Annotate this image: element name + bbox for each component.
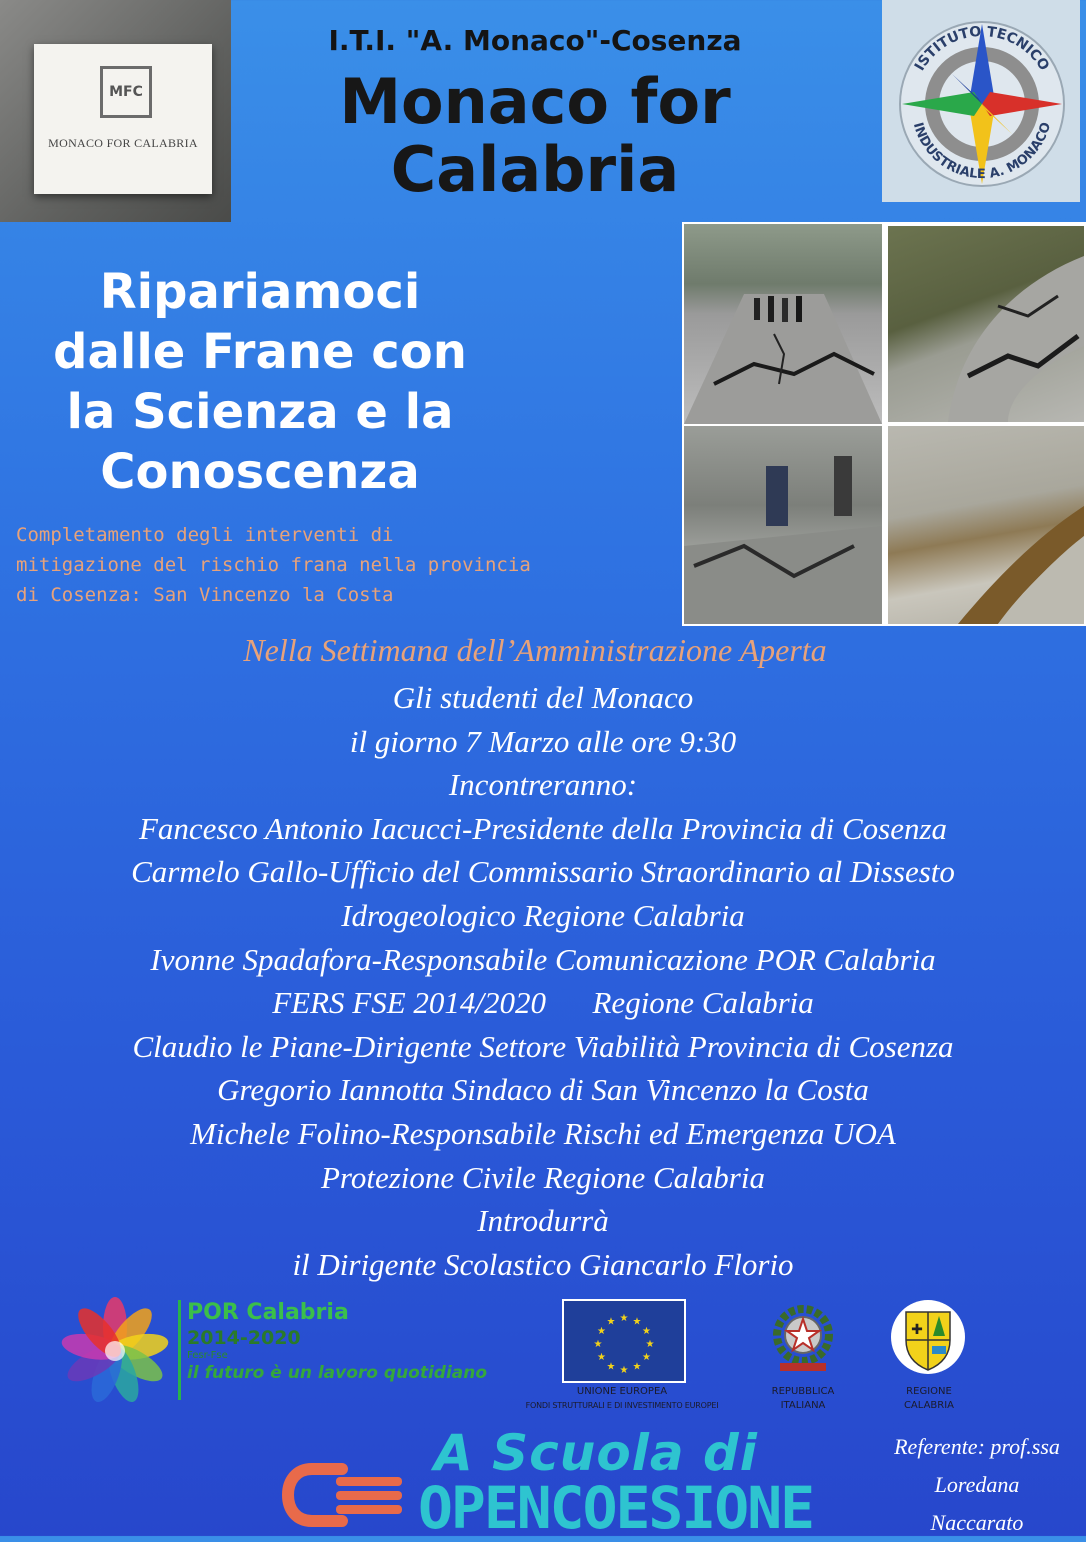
event-line: Protezione Civile Regione Calabria xyxy=(321,1159,765,1195)
svg-text:★: ★ xyxy=(632,1316,642,1328)
landslide-photo-asphalt-fracture xyxy=(888,426,1084,624)
mfc-sign-text: MONACO FOR CALABRIA xyxy=(48,136,198,150)
italy-label-line1: REPUBBLICA xyxy=(771,1386,835,1397)
svg-text:★: ★ xyxy=(593,1339,603,1350)
subtitle-line: mitigazione del rischio frana nella provincia xyxy=(16,554,531,576)
mfc-sign-photo xyxy=(0,0,231,222)
event-line: Gregorio Iannotta Sindaco di San Vincenzo la Costa xyxy=(217,1072,869,1108)
mfc-monogram: MFC xyxy=(100,66,152,118)
referente xyxy=(872,1428,1082,1542)
svg-text:★: ★ xyxy=(642,1326,651,1337)
compass-rose-icon xyxy=(882,0,1080,202)
svg-text:★: ★ xyxy=(597,1352,606,1363)
svg-text:★: ★ xyxy=(606,1361,616,1373)
school-name: I.T.I. "A. Monaco"-Cosenza xyxy=(328,24,742,57)
eu-label xyxy=(500,1385,744,1413)
eu-label-sub: FONDI STRUTTURALI E DI INVESTIMENTO EUROPEI xyxy=(525,1401,719,1410)
por-fund: Fesr-Fse xyxy=(187,1350,228,1361)
por-motto: il futuro è un lavoro quotidiano xyxy=(187,1363,488,1383)
opencoesione-line2: OPENCOESIONE xyxy=(418,1474,814,1542)
por-calabria-logo-text xyxy=(178,1300,518,1400)
event-line: Michele Folino-Responsabile Rischi ed Emergenza UOA xyxy=(190,1115,896,1151)
event-line: Fancesco Antonio Iacucci-Presidente della Provincia di Cosenza xyxy=(138,810,948,846)
iti-logo xyxy=(882,0,1080,202)
opencoesione-logo-icon xyxy=(282,1455,406,1535)
event-line: Claudio le Piane-Dirigente Settore Viabilità Provincia di Cosenza xyxy=(132,1028,954,1064)
subtitle xyxy=(16,520,626,610)
headline-line: dalle Frane con xyxy=(53,324,467,380)
title-line-1: Monaco for xyxy=(339,65,731,138)
landslide-photo-cracked-road xyxy=(888,226,1084,422)
headline-line: la Scienza e la xyxy=(66,384,454,440)
headline-line: Conoscenza xyxy=(100,444,420,500)
headline-line: Ripariamoci xyxy=(99,264,421,320)
event-line: Gli studenti del Monaco xyxy=(392,680,694,715)
event-details xyxy=(20,676,1066,1286)
svg-text:★: ★ xyxy=(606,1316,616,1328)
italian-republic-emblem-icon xyxy=(766,1299,840,1379)
event-line: Carmelo Gallo-Ufficio del Commissario Straordinario al Dissesto xyxy=(131,854,955,890)
svg-text:★: ★ xyxy=(619,1313,629,1324)
calabria-label-line2: CALABRIA xyxy=(903,1400,955,1411)
referente-line: Loredana xyxy=(934,1472,1020,1497)
iti-logo-text-bottom: INDUSTRIALE A. MONACO xyxy=(909,120,1055,183)
cracked-road-illustration xyxy=(888,226,1084,422)
iti-logo-text-top: ISTITUTO TECNICO xyxy=(911,23,1053,74)
landslide-photo-road-officials xyxy=(684,224,882,424)
page-title xyxy=(230,65,840,206)
subtitle-line: Completamento degli interventi di xyxy=(16,524,394,546)
por-years: 2014-2020 xyxy=(187,1327,301,1349)
italy-label xyxy=(750,1385,856,1413)
event-line: FERS FSE 2014/2020 Regione Calabria xyxy=(272,985,814,1021)
asphalt-fracture-illustration xyxy=(888,426,1084,624)
collapsed-road-illustration xyxy=(684,426,882,624)
calabria-label-line1: REGIONE xyxy=(906,1386,952,1397)
svg-text:★: ★ xyxy=(619,1365,629,1376)
por-title: POR Calabria xyxy=(187,1300,349,1325)
event-line: Ivonne Spadafora-Responsabile Comunicazione POR Calabria xyxy=(150,941,936,977)
event-line: il Dirigente Scolastico Giancarlo Florio xyxy=(292,1246,794,1282)
event-line: il giorno 7 Marzo alle ore 9:30 xyxy=(349,723,737,759)
por-calabria-flower-icon xyxy=(58,1294,172,1408)
road-crack-illustration xyxy=(684,224,882,424)
event-intro: Nella Settimana dell’Amministrazione Aperta xyxy=(243,632,827,668)
event-line: Idrogeologico Regione Calabria xyxy=(341,897,745,933)
svg-text:★: ★ xyxy=(632,1361,642,1373)
svg-text:★: ★ xyxy=(642,1352,651,1363)
referente-line: Referente: prof.ssa xyxy=(894,1434,1060,1459)
opencoesione-line1: A Scuola di xyxy=(434,1424,758,1482)
svg-text:★: ★ xyxy=(645,1339,655,1350)
svg-text:★: ★ xyxy=(597,1326,606,1337)
landslide-photo-people xyxy=(684,426,882,624)
event-line: Introdurrà xyxy=(477,1203,609,1239)
event-line: Incontreranno: xyxy=(448,767,638,803)
svg-text:✚: ✚ xyxy=(911,1322,923,1338)
calabria-label xyxy=(876,1385,982,1413)
headline xyxy=(0,262,520,502)
calabria-region-emblem-icon xyxy=(888,1296,968,1378)
eu-label-main: UNIONE EUROPEA xyxy=(576,1386,668,1397)
subtitle-line: di Cosenza: San Vincenzo la Costa xyxy=(16,584,394,606)
referente-line: Naccarato xyxy=(930,1510,1024,1535)
italy-label-line2: ITALIANA xyxy=(780,1400,826,1411)
eu-flag-icon xyxy=(562,1299,686,1383)
title-line-2: Calabria xyxy=(390,133,680,206)
mfc-sign-board xyxy=(34,44,212,194)
